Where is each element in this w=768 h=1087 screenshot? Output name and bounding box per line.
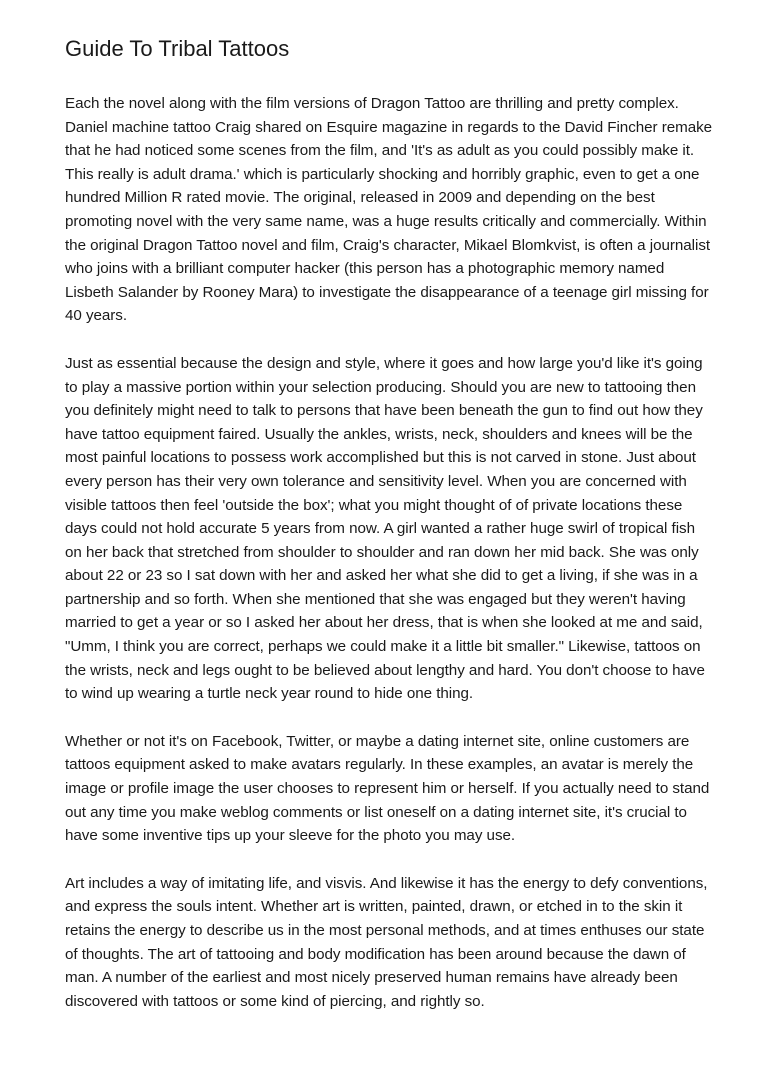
paragraph-art: Art includes a way of imitating life, and visvis. And likewise it has the energy to defy conventions, and express the souls intent. Whether art is written, painted, drawn, or etched in to the skin it retains the energy to describe us in the most personal methods, and at times enthuses our state of thoughts. The art of tattooing and body modification has been around because the dawn of man. A number of the earliest and most nicely preserved human remains have already been discovered with tattoos or some kind of piercing, and rightly so. [65, 874, 708, 1010]
paragraph-avatars: Whether or not it's on Facebook, Twitter, or maybe a dating internet site, online customers are tattoos equipment asked to make avatars regularly. In these examples, an avatar is merely the image or profile image the user chooses to represent him or herself. If you actually need to stand out any time you make weblog comments or list oneself on a dating internet site, it's crucial to have some inventive tips up your sleeve for the photo you may use. [65, 732, 710, 845]
page-title: Guide To Tribal Tattoos [65, 36, 290, 61]
paragraph-dragon-tattoo: Each the novel along with the film versions of Dragon Tattoo are thrilling and pretty complex. Daniel machine tattoo Craig shared on Esquire magazine in regards to the David Fincher remake that he had noticed some scenes from the film, and 'It's as adult as you could possibly make it. This really is adult drama.' which is particularly shocking and horribly graphic, even to get a one hundred Million R rated movie. The original, released in 2009 and depending on the best promoting novel with the very same name, was a huge results critically and commercially. Within the original Dragon Tattoo novel and film, Craig's character, Mikael Blomkvist, is often a journalist who joins with a brilliant computer hacker (this person has a photographic memory named Lisbeth Salander by Rooney Mara) to investigate the disappearance of a teenage girl missing for 40 years. [65, 95, 713, 325]
document-page [65, 34, 715, 1013]
paragraph-design-placement: Just as essential because the design and style, where it goes and how large you'd like it's going to play a massive portion within your selection producing. Should you are new to tattooing then you definitely might need to talk to persons that have been beneath the gun to find out how they have tattoo equipment faired. Usually the ankles, wrists, neck, shoulders and knees will be the most painful locations to possess work accomplished but this is not carved in stone. Just about every person has their very own tolerance and sensitivity level. When you are concerned with visible tattoos then feel 'outside the box'; what you might thought of of private locations these days could not hold accurate 5 years from now. A girl wanted a rather huge swirl of tropical fish on her back that stretched from shoulder to shoulder and ran down her mid back. She was only about 22 or 23 so I sat down with her and asked her what she did to get a living, if she was in a partnership and so forth. When she mentioned that she was engaged but they weren't having married to get a year or so I asked her about her dress, that is when she looked at me and said, "Umm, I think you are correct, perhaps we could make it a little bit smaller." Likewise, tattoos on the wrists, neck and legs ought to be believed about lengthy and hard. You don't choose to have to wind up wearing a turtle neck year round to hide one thing. [65, 354, 705, 703]
